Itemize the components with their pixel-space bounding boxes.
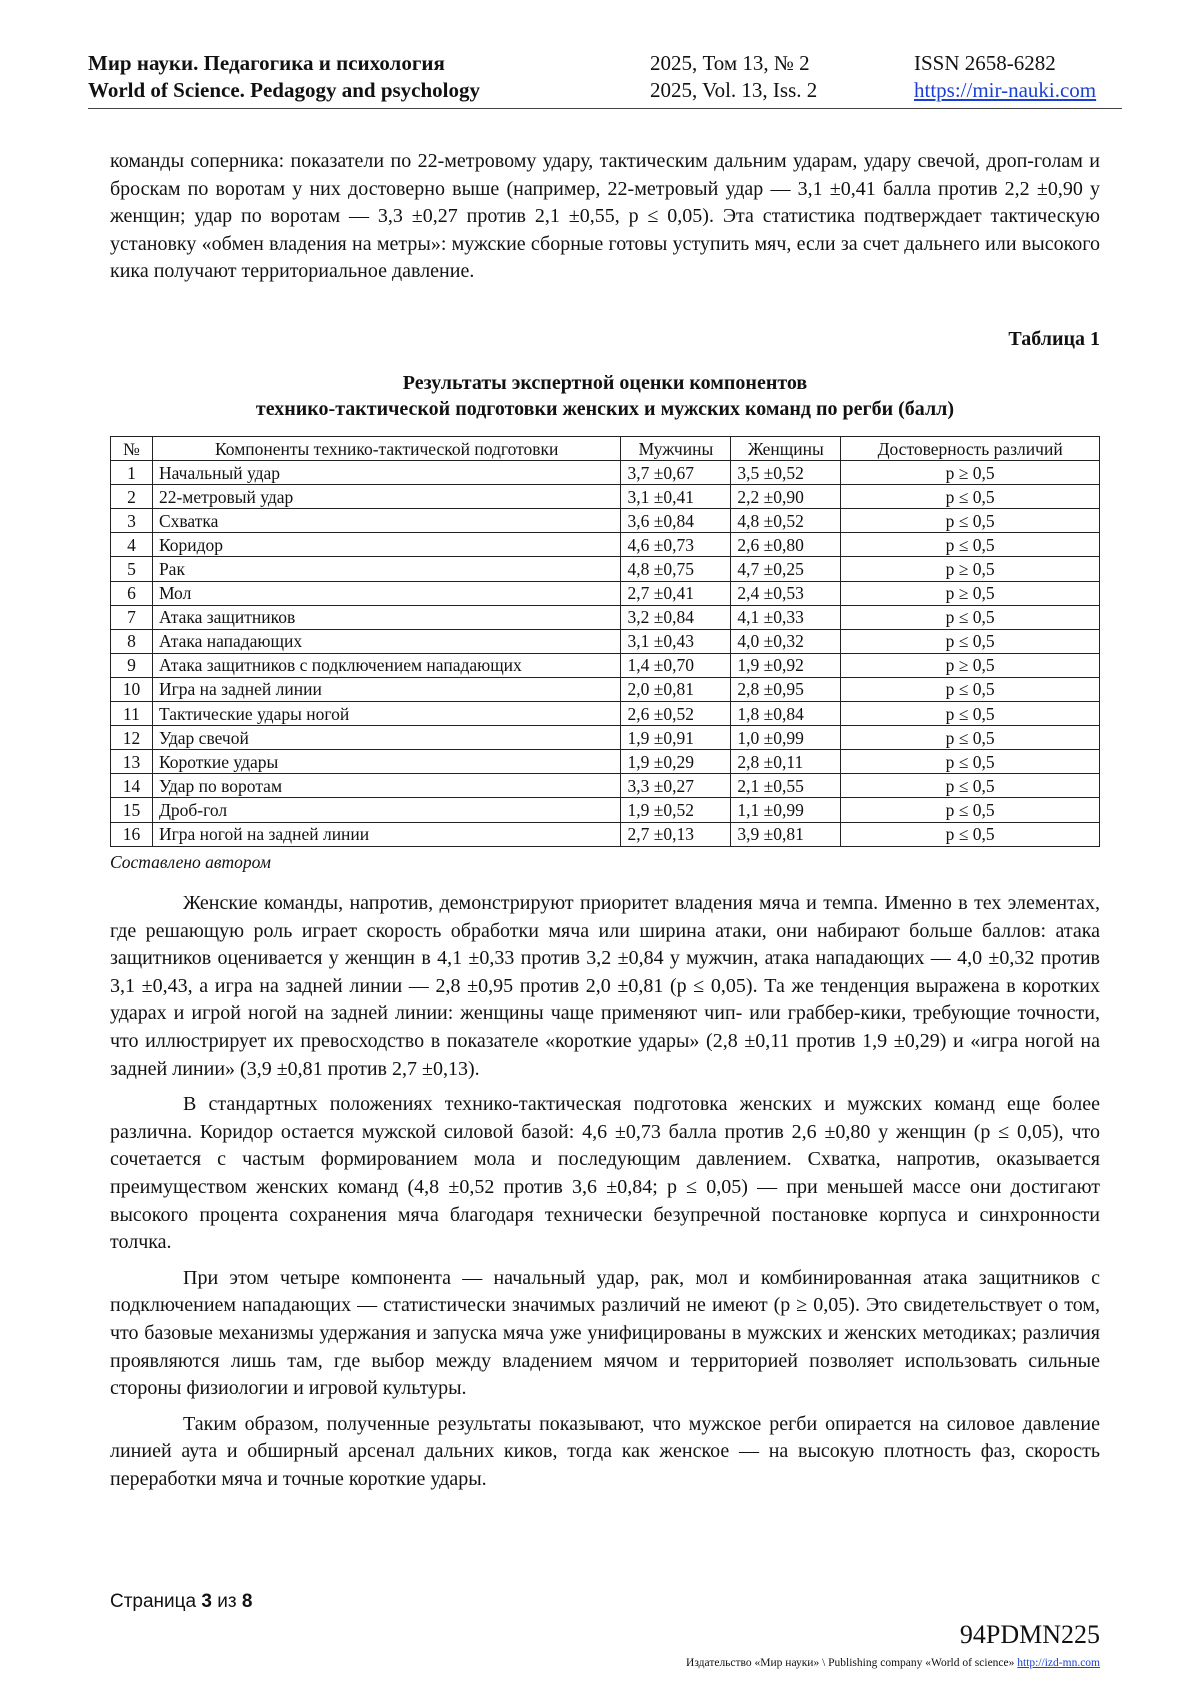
issn: ISSN 2658-6282 <box>914 51 1056 75</box>
row-men-score: 3,2 ±0,84 <box>621 605 731 629</box>
row-men-score: 1,9 ±0,29 <box>621 750 731 774</box>
row-number: 15 <box>111 798 153 822</box>
table-row <box>111 726 1100 750</box>
intro-text <box>110 148 1100 286</box>
header-men: Мужчины <box>621 437 731 461</box>
table-title-line1: Результаты экспертной оценки компонентов <box>402 372 808 394</box>
table-row <box>111 677 1100 701</box>
row-women-score: 1,9 ±0,92 <box>731 653 841 677</box>
row-component: Игра ногой на задней линии <box>152 822 621 846</box>
row-women-score: 4,0 ±0,32 <box>731 629 841 653</box>
publisher-name: Издательство «Мир науки» \ Publishing company «World of science» <box>686 1657 1018 1669</box>
row-significance: p ≤ 0,5 <box>841 509 1100 533</box>
row-significance: p ≤ 0,5 <box>841 822 1100 846</box>
table-row <box>111 461 1100 485</box>
row-men-score: 1,9 ±0,91 <box>621 726 731 750</box>
issn-info <box>914 50 1096 104</box>
header-number: № <box>111 437 153 461</box>
row-significance: p ≤ 0,5 <box>841 774 1100 798</box>
row-men-score: 2,7 ±0,41 <box>621 581 731 605</box>
header-women: Женщины <box>731 437 841 461</box>
row-component: 22-метровый удар <box>152 485 621 509</box>
header-significance: Достоверность различий <box>841 437 1100 461</box>
row-significance: p ≥ 0,5 <box>841 653 1100 677</box>
row-women-score: 2,8 ±0,11 <box>731 750 841 774</box>
table-row <box>111 485 1100 509</box>
row-women-score: 2,6 ±0,80 <box>731 533 841 557</box>
table-row <box>111 798 1100 822</box>
paragraph: В стандартных положениях технико-тактическая подготовка женских и мужских команд еще более различна. Коридор остается мужской силовой базой: 4,6 ±0,73 балла против 2,6 ±0,80 у женщин (p ≤ 0,05), что сочетается с частым формированием мола и последующим давлением. Схватка, напротив, оказывается преимуществом женских команд (4,8 ±0,52 против 3,6 ±0,84; p ≤ 0,05) — при меньшей массе они достигают высокого процента сохранения мяча благодаря технически безупречной постановке корпуса и синхронности толчка. <box>110 1093 1100 1254</box>
issue-en: 2025, Vol. 13, Iss. 2 <box>650 78 818 102</box>
row-men-score: 2,6 ±0,52 <box>621 702 731 726</box>
row-women-score: 1,1 ±0,99 <box>731 798 841 822</box>
row-component: Короткие удары <box>152 750 621 774</box>
journal-header <box>88 50 1122 109</box>
page-separator: из <box>211 1591 242 1612</box>
row-component: Атака защитников с подключением нападающих <box>152 653 621 677</box>
row-number: 16 <box>111 822 153 846</box>
row-women-score: 4,8 ±0,52 <box>731 509 841 533</box>
issue-info <box>650 50 817 104</box>
issue-ru: 2025, Том 13, № 2 <box>650 51 810 75</box>
table-header-row <box>111 437 1100 461</box>
row-significance: p ≤ 0,5 <box>841 605 1100 629</box>
results-table <box>110 436 1100 847</box>
header-component: Компоненты технико-тактической подготовки <box>152 437 621 461</box>
row-significance: p ≤ 0,5 <box>841 677 1100 701</box>
table-row <box>111 653 1100 677</box>
table-row <box>111 702 1100 726</box>
table-source: Составлено автором <box>110 852 271 872</box>
row-men-score: 2,0 ±0,81 <box>621 677 731 701</box>
journal-title <box>88 50 480 104</box>
page-prefix: Страница <box>110 1591 202 1612</box>
journal-url-link[interactable]: https://mir-nauki.com <box>914 78 1097 102</box>
table-row <box>111 774 1100 798</box>
row-women-score: 2,2 ±0,90 <box>731 485 841 509</box>
row-component: Схватка <box>152 509 621 533</box>
row-component: Начальный удар <box>152 461 621 485</box>
intro-paragraph: команды соперника: показатели по 22-метровому удару, тактическим дальним ударам, удару свечой, дроп-голам и броскам по воротам у них достоверно выше (например, 22-метровый удар — 3,1 ±0,41 балла против 2,2 ±0,90 у женщин; удар по воротам — 3,3 ±0,27 против 2,1 ±0,55, p ≤ 0,05). Эта статистика подтверждает тактическую установку «обмен владения на метры»: мужские сборные готовы уступить мяч, если за счет дальнего или высокого кика получают территориальное давление. <box>110 150 1100 283</box>
row-number: 14 <box>111 774 153 798</box>
row-significance: p ≤ 0,5 <box>841 533 1100 557</box>
row-men-score: 4,8 ±0,75 <box>621 557 731 581</box>
body-text <box>110 890 1100 1501</box>
row-component: Атака защитников <box>152 605 621 629</box>
row-significance: p ≤ 0,5 <box>841 750 1100 774</box>
row-component: Атака нападающих <box>152 629 621 653</box>
table-row <box>111 750 1100 774</box>
row-component: Игра на задней линии <box>152 677 621 701</box>
row-number: 1 <box>111 461 153 485</box>
row-men-score: 3,3 ±0,27 <box>621 774 731 798</box>
table-row <box>111 629 1100 653</box>
row-number: 11 <box>111 702 153 726</box>
publisher-url-link[interactable]: http://izd-mn.com <box>1017 1657 1100 1669</box>
row-significance: p ≥ 0,5 <box>841 461 1100 485</box>
row-number: 5 <box>111 557 153 581</box>
row-women-score: 2,8 ±0,95 <box>731 677 841 701</box>
page-current: 3 <box>201 1591 212 1612</box>
table-label: Таблица 1 <box>1008 328 1100 350</box>
article-code: 94PDMN225 <box>959 1620 1100 1649</box>
row-component: Удар свечой <box>152 726 621 750</box>
row-men-score: 2,7 ±0,13 <box>621 822 731 846</box>
paragraph: При этом четыре компонента — начальный удар, рак, мол и комбинированная атака защитников с подключением нападающих — статистически значимых различий не имеют (p ≥ 0,05). Это свидетельствует о том, что базовые механизмы удержания и запуска мяча уже унифицированы в мужских и женских методиках; различия проявляются лишь там, где выбор между владением мячом и территорией позволяет использовать сильные стороны физиологии и игровой культуры. <box>110 1266 1100 1400</box>
row-significance: p ≤ 0,5 <box>841 629 1100 653</box>
row-women-score: 4,1 ±0,33 <box>731 605 841 629</box>
row-significance: p ≥ 0,5 <box>841 557 1100 581</box>
row-number: 12 <box>111 726 153 750</box>
table-row <box>111 581 1100 605</box>
row-number: 6 <box>111 581 153 605</box>
table-row <box>111 533 1100 557</box>
journal-title-ru: Мир науки. Педагогика и психология <box>88 51 445 75</box>
row-men-score: 1,4 ±0,70 <box>621 653 731 677</box>
row-men-score: 3,7 ±0,67 <box>621 461 731 485</box>
row-component: Тактические удары ногой <box>152 702 621 726</box>
page-number <box>110 1591 252 1613</box>
row-number: 9 <box>111 653 153 677</box>
row-women-score: 3,5 ±0,52 <box>731 461 841 485</box>
row-men-score: 3,6 ±0,84 <box>621 509 731 533</box>
table-row <box>111 605 1100 629</box>
table-row <box>111 509 1100 533</box>
row-men-score: 4,6 ±0,73 <box>621 533 731 557</box>
paragraph: Таким образом, полученные результаты показывают, что мужское регби опирается на силовое давление линией аута и обширный арсенал дальних киков, тогда как женское — на высокую плотность фаз, скорость переработки мяча и точные короткие удары. <box>110 1412 1100 1490</box>
row-men-score: 3,1 ±0,41 <box>621 485 731 509</box>
page-total: 8 <box>241 1591 253 1612</box>
row-significance: p ≤ 0,5 <box>841 702 1100 726</box>
table-title <box>110 370 1100 422</box>
row-number: 7 <box>111 605 153 629</box>
journal-title-en: World of Science. Pedagogy and psychology <box>88 78 481 102</box>
row-component: Мол <box>152 581 621 605</box>
publisher-line <box>686 1657 1100 1669</box>
row-number: 8 <box>111 629 153 653</box>
row-men-score: 1,9 ±0,52 <box>621 798 731 822</box>
row-significance: p ≤ 0,5 <box>841 485 1100 509</box>
row-women-score: 1,8 ±0,84 <box>731 702 841 726</box>
paragraph: Женские команды, напротив, демонстрируют приоритет владения мяча и темпа. Именно в тех элементах, где решающую роль играет скорость обработки мяча или ширина атаки, они набирают больше баллов: атака защитников оценивается у женщин в 4,1 ±0,33 против 3,2 ±0,84 у мужчин, атака нападающих — 4,0 ±0,32 против 3,1 ±0,43, а игра на задней линии — 2,8 ±0,95 против 2,0 ±0,81 (p ≤ 0,05). Та же тенденция выражена в коротких ударах и игрой ногой на задней линии: женщины чаще применяют чип- или граббер-кики, требующие точности, что иллюстрирует их превосходство в показателе «короткие удары» (2,8 ±0,11 против 1,9 ±0,29) и «игра ногой на задней линии» (3,9 ±0,81 против 2,7 ±0,13). <box>110 892 1100 1080</box>
row-women-score: 2,1 ±0,55 <box>731 774 841 798</box>
row-significance: p ≤ 0,5 <box>841 726 1100 750</box>
row-women-score: 2,4 ±0,53 <box>731 581 841 605</box>
table-title-line2: технико-тактической подготовки женских и мужских команд по регби (балл) <box>255 398 955 420</box>
table-row <box>111 822 1100 846</box>
row-women-score: 3,9 ±0,81 <box>731 822 841 846</box>
row-significance: p ≥ 0,5 <box>841 581 1100 605</box>
row-men-score: 3,1 ±0,43 <box>621 629 731 653</box>
table-row <box>111 557 1100 581</box>
row-number: 4 <box>111 533 153 557</box>
row-number: 10 <box>111 677 153 701</box>
row-component: Дроб-гол <box>152 798 621 822</box>
row-women-score: 1,0 ±0,99 <box>731 726 841 750</box>
row-women-score: 4,7 ±0,25 <box>731 557 841 581</box>
row-number: 13 <box>111 750 153 774</box>
table-body <box>111 461 1100 847</box>
row-component: Рак <box>152 557 621 581</box>
row-component: Удар по воротам <box>152 774 621 798</box>
row-component: Коридор <box>152 533 621 557</box>
row-number: 2 <box>111 485 153 509</box>
row-significance: p ≤ 0,5 <box>841 798 1100 822</box>
row-number: 3 <box>111 509 153 533</box>
